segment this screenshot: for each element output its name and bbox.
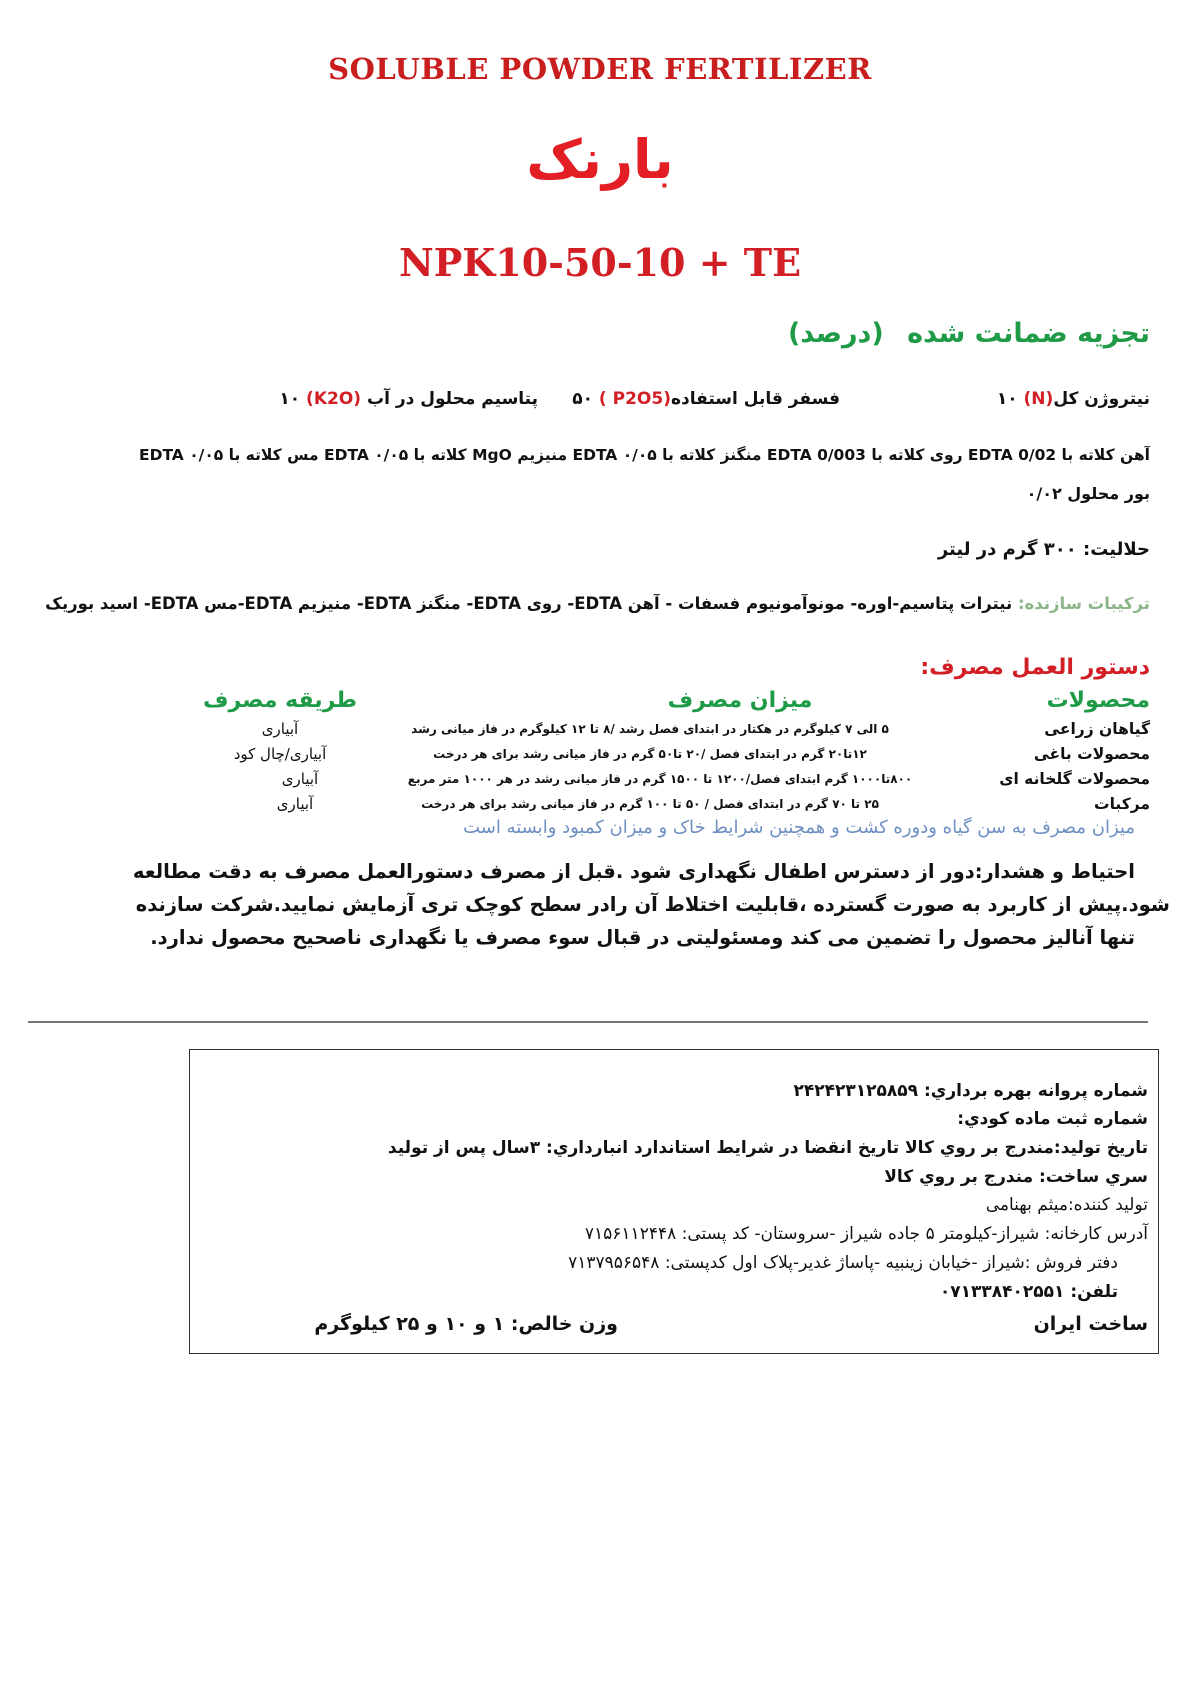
usage-row-2-amount: ۱۲تا۲۰ گرم در ابتدای فصل /۲۰ تا۵۰ گرم در فاز میانی رشد برای هر درخت	[433, 747, 867, 761]
usage-row-3-product: محصولات گلخانه ای	[999, 770, 1150, 788]
title-persian: بارنک	[526, 128, 674, 191]
producer: تولید کننده:میثم بهنامی	[985, 1195, 1148, 1215]
country-of-origin: ساخت ایران	[1033, 1313, 1148, 1335]
potassium-line	[279, 389, 538, 409]
license-number: شماره پروانه بهره برداري: ۲۴۲۴۲۳۱۲۵۸۵۹	[793, 1081, 1148, 1101]
phone-number: تلفن: ۰۷۱۳۳۸۴۰۲۵۵۱	[939, 1282, 1118, 1302]
micronutrient-line: آهن کلاته با EDTA 0/02 روی کلاته با EDTA 0/003 منگنز کلاته با EDTA ۰/۰۵ منیزیم MgO کلاته با EDTA ۰/۰۵ مس کلاته با EDTA ۰/۰۵	[138, 446, 1150, 464]
boron-line: بور محلول ۰/۰۲	[1026, 484, 1150, 503]
ingredients-text: نیترات پتاسیم-اوره- مونوآمونیوم فسفات - آهن EDTA- روی EDTA- منگنز EDTA- منیزیم EDTA-مس EDTA- اسید بوریک	[45, 594, 1013, 613]
sales-office: دفتر فروش :شیراز -خیابان زینبیه -پاساژ غدیر-پلاک اول کدپستی: ۷۱۳۷۹۵۶۵۴۸	[568, 1253, 1118, 1273]
net-weight: وزن خالص: ۱ و ۱۰ و ۲۵ کیلوگرم	[314, 1313, 618, 1335]
usage-heading: دستور العمل مصرف:	[920, 655, 1150, 680]
usage-row-1-amount: ۵ الی ۷ کیلوگرم در هکتار در ابتدای فصل رشد /۸ تا ۱۲ کیلوگرم در فاز میانی رشد	[411, 722, 889, 736]
phosphorus-line	[572, 389, 840, 409]
guarantee-heading-text: تجزیه ضمانت شده	[907, 318, 1150, 349]
phosphorus-label: فسفر قابل استفاده	[670, 389, 840, 409]
guarantee-heading-unit: (درصد)	[787, 318, 884, 349]
phosphorus-value: ۵۰	[572, 389, 593, 409]
potassium-value: ۱۰	[279, 389, 301, 409]
production-dates: تاریخ تولید:مندرج بر روي كالا تاريخ انقضا در شرايط استاندارد انبارداري: ۳سال پس از تولید	[387, 1138, 1148, 1158]
usage-row-4-method: آبیاری	[276, 795, 314, 813]
guarantee-heading	[788, 318, 1150, 349]
solubility-line: حلالیت: ۳۰۰ گرم در لیتر	[937, 539, 1150, 560]
usage-row-3-method: آبیاری	[281, 770, 319, 788]
col-header-method: طریقه مصرف	[202, 688, 358, 713]
nitrogen-symbol: (N)	[1023, 389, 1054, 409]
factory-address: آدرس کارخانه: شیراز-کیلومتر ۵ جاده شیراز -سروستان- کد پستی: ۷۱۵۶۱۱۲۴۴۸	[584, 1224, 1148, 1244]
section-divider	[28, 1021, 1148, 1023]
warning-line-2: شود.پیش از کاربرد به صورت گسترده ،قابلیت اختلاط آن رادر سطح کوچک تری آزمایش نمایید.شرکت سازنده	[135, 893, 1170, 916]
nitrogen-value: ۱۰	[996, 389, 1018, 409]
title-english: SOLUBLE POWDER FERTILIZER	[328, 52, 872, 86]
usage-row-2-product: محصولات باغی	[1033, 745, 1150, 763]
potassium-label: پتاسیم محلول در آب	[367, 389, 538, 409]
nitrogen-label: نیتروژن کل	[1053, 389, 1150, 409]
usage-row-1-product: گیاهان زراعی	[1044, 720, 1150, 738]
usage-row-4-product: مرکبات	[1094, 795, 1150, 813]
product-info-box	[189, 1049, 1159, 1354]
registration-number: شماره ثبت ماده كودي:	[957, 1109, 1148, 1129]
col-header-amount: میزان مصرف	[667, 688, 813, 713]
batch-number: سري ساخت: مندرج بر روي كالا	[884, 1167, 1148, 1187]
nitrogen-line	[997, 389, 1150, 409]
warning-line-1: احتیاط و هشدار:دور از دسترس اطفال نگهداری شود .قبل از مصرف دستورالعمل مصرف به دقت مطالعه	[132, 860, 1135, 883]
phosphorus-symbol: (P2O5 )	[598, 389, 671, 409]
usage-row-4-amount: ۲۵ تا ۷۰ گرم در ابتدای فصل / ۵۰ تا ۱۰۰ گرم در فاز میانی رشد برای هر درخت	[421, 797, 879, 811]
usage-note: میزان مصرف به سن گیاه ودوره کشت و همچنین شرایط خاک و میزان کمبود وابسته است	[463, 817, 1135, 838]
ingredients-line	[30, 594, 1150, 613]
usage-row-2-method: آبیاری/چال کود	[233, 745, 327, 763]
warning-line-3: تنها آنالیز محصول را تضمین می کند ومسئولیتی در قبال سوء مصرف یا نگهداری ناصحیح محصول ندارد.	[150, 926, 1135, 949]
usage-row-1-method: آبیاری	[261, 720, 299, 738]
potassium-symbol: (K2O)	[306, 389, 362, 409]
formula-title: NPK10-50-10 + TE	[398, 240, 802, 285]
col-header-products: محصولات	[1046, 688, 1150, 713]
ingredients-label: ترکیبات سازنده:	[1017, 594, 1150, 613]
usage-row-3-amount: ۸۰۰تا۱۰۰۰ گرم ابتدای فصل/۱۲۰۰ تا ۱۵۰۰ گرم در فاز میانی رشد در هر ۱۰۰۰ متر مربع	[407, 772, 913, 786]
